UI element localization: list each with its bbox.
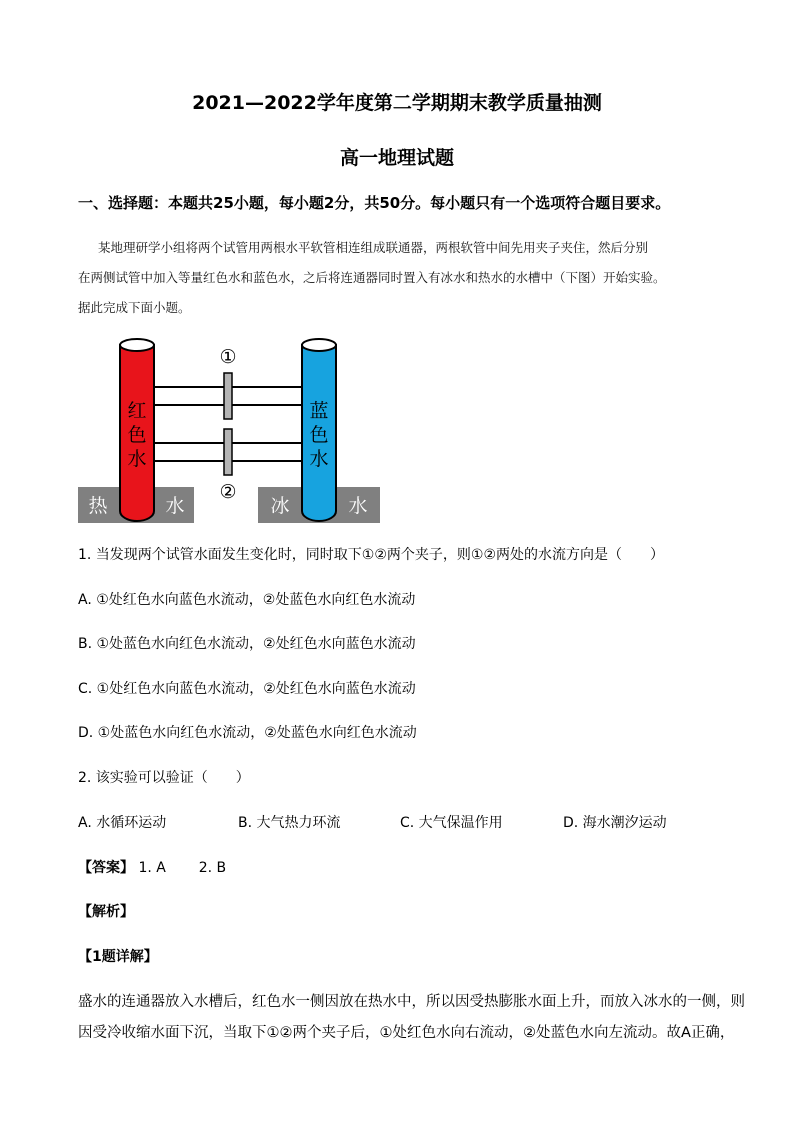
answer-2: 2. B <box>198 860 227 876</box>
analysis-line-1: 盛水的连通器放入水槽后，红色水一侧因放在热水中，所以因受热膨胀水面上升，而放入冰水的一侧，则 <box>78 994 745 1010</box>
blue-label-char-3: 水 <box>309 448 329 470</box>
question-1-option-b: B. ①处蓝色水向红色水流动，②处红色水向蓝色水流动 <box>78 636 416 652</box>
document-title: 2021—2022学年度第二学期期末教学质量抽测 <box>192 92 602 114</box>
cold-tank-label-2: 水 <box>348 495 368 517</box>
blue-tube-opening <box>302 339 336 351</box>
question-1-stem: 1. 当发现两个试管水面发生变化时，同时取下①②两个夹子，则①②两处的水流方向是（ ） <box>78 547 665 563</box>
intro-line-3: 据此完成下面小题。 <box>78 300 191 315</box>
cold-tank-label-1: 冰 <box>270 495 290 517</box>
clip-1 <box>224 373 232 419</box>
red-label-char-3: 水 <box>127 448 147 470</box>
question-2-option-b: B. 大气热力环流 <box>238 815 341 831</box>
red-label-char-1: 红 <box>127 400 147 422</box>
hot-tank-label-2: 水 <box>165 495 185 517</box>
question-1-option-c: C. ①处红色水向蓝色水流动，②处红色水向蓝色水流动 <box>78 681 416 697</box>
question-1-detail-label: 【1题详解】 <box>78 949 158 965</box>
question-2-option-d: D. 海水潮汐运动 <box>563 815 667 831</box>
intro-line-1: 某地理研学小组将两个试管用两根水平软管相连组成联通器，两根软管中间先用夹子夹住，然后分别 <box>98 240 649 255</box>
question-2-stem: 2. 该实验可以验证（ ） <box>78 770 250 786</box>
answer-row <box>78 857 226 877</box>
analysis-line-2: 因受冷收缩水面下沉，当取下①②两个夹子后，①处红色水向右流动，②处蓝色水向左流动。故A正确， <box>78 1025 735 1041</box>
experiment-figure <box>78 335 380 531</box>
question-2-option-a: A. 水循环运动 <box>78 815 167 831</box>
connected-vessel-diagram <box>78 335 380 527</box>
hot-tank-label-1: 热 <box>88 495 108 517</box>
intro-line-2: 在两侧试管中加入等量红色水和蓝色水，之后将连通器同时置入有冰水和热水的水槽中（下图）开始实验。 <box>78 270 666 285</box>
answer-1: 1. A <box>138 860 166 876</box>
clip-2 <box>224 429 232 475</box>
red-tube-opening <box>120 339 154 351</box>
question-1-option-d: D. ①处蓝色水向红色水流动，②处蓝色水向红色水流动 <box>78 725 417 741</box>
blue-label-char-2: 色 <box>309 424 329 446</box>
section-heading: 一、选择题：本题共25小题，每小题2分，共50分。每小题只有一个选项符合题目要求。 <box>78 194 671 212</box>
question-2-option-c: C. 大气保温作用 <box>400 815 503 831</box>
document-subtitle: 高一地理试题 <box>339 147 454 169</box>
red-label-char-2: 色 <box>127 424 147 446</box>
question-1-option-a: A. ①处红色水向蓝色水流动，②处蓝色水向红色水流动 <box>78 592 416 608</box>
clip-1-label: ① <box>219 346 237 368</box>
answer-label: 【答案】 <box>78 860 134 876</box>
blue-label-char-1: 蓝 <box>309 400 329 422</box>
clip-2-label: ② <box>219 481 237 503</box>
analysis-label: 【解析】 <box>78 904 134 920</box>
